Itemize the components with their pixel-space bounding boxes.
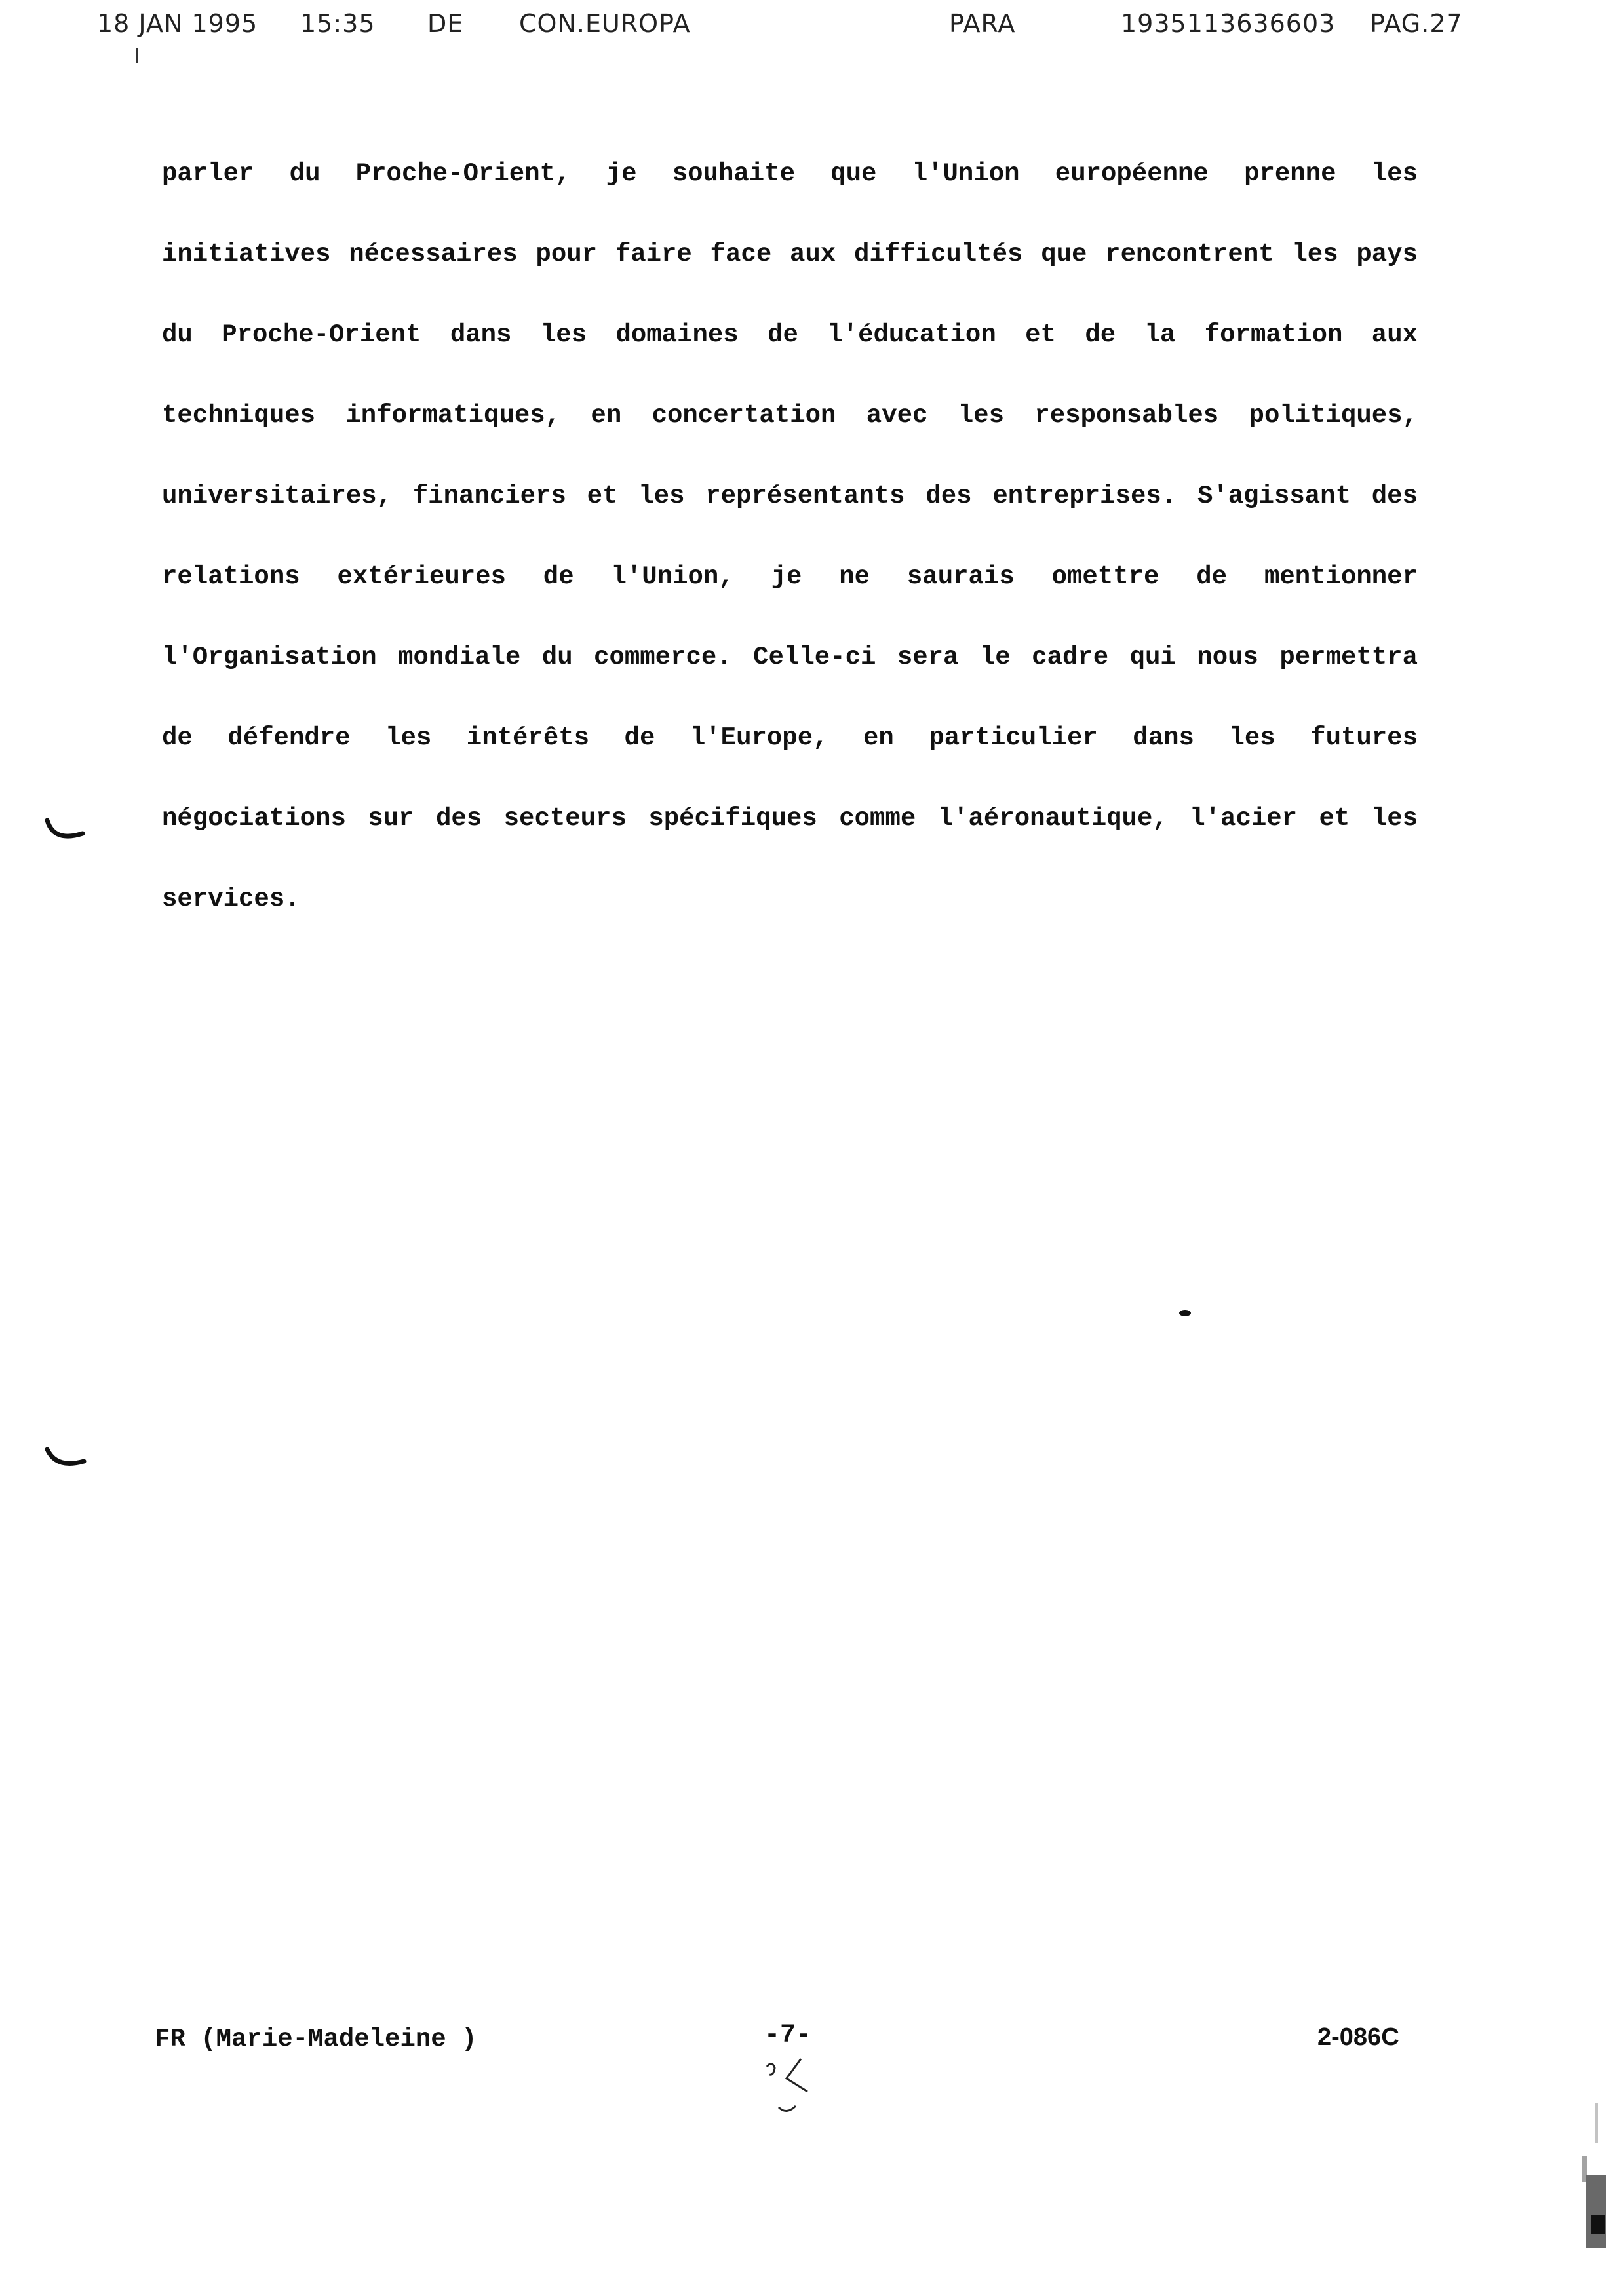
body-line: techniques informatiques, en concertation avec les responsables politiques,	[162, 401, 1418, 430]
translator-note: FR (Marie-Madeleine )	[155, 2025, 477, 2054]
page-number: -7-	[764, 2021, 812, 2050]
scan-edge-noise	[1569, 2064, 1608, 2254]
fax-time: 15:35	[300, 9, 376, 38]
punch-hole-mark	[43, 1445, 89, 1478]
body-line: l'Organisation mondiale du commerce. Celle-ci sera le cadre qui nous permettra	[162, 643, 1418, 672]
fax-from-label: DE	[427, 9, 464, 38]
body-line: négociations sur des secteurs spécifiques comme l'aéronautique, l'acier et les	[162, 804, 1418, 833]
fax-header	[0, 5, 1615, 45]
speck-mark	[1177, 1308, 1193, 1318]
body-line: de défendre les intérêts de l'Europe, en particulier dans les futures	[162, 723, 1418, 752]
fax-tick-mark	[136, 48, 138, 63]
fax-date: 18 JAN 1995	[97, 9, 258, 38]
fax-sender: CON.EUROPA	[519, 9, 691, 38]
body-line: initiatives nécessaires pour faire face aux difficultés que rencontrent les pays	[162, 240, 1418, 269]
fax-to-label: PARA	[949, 9, 1016, 38]
body-line: services.	[162, 885, 300, 913]
fax-page: PAG.27	[1370, 9, 1463, 38]
body-line: du Proche-Orient dans les domaines de l'éducation et de la formation aux	[162, 320, 1418, 349]
body-line: relations extérieures de l'Union, je ne saurais omettre de mentionner	[162, 562, 1418, 591]
handwritten-annotation	[760, 2055, 832, 2127]
document-code: 2-086C	[1317, 2023, 1399, 2051]
body-line: parler du Proche-Orient, je souhaite que l'Union européenne prenne les	[162, 159, 1418, 188]
fax-number: 1935113636603	[1121, 9, 1336, 38]
body-line: universitaires, financiers et les représentants des entreprises. S'agissant des	[162, 482, 1418, 510]
punch-hole-mark	[43, 816, 89, 849]
